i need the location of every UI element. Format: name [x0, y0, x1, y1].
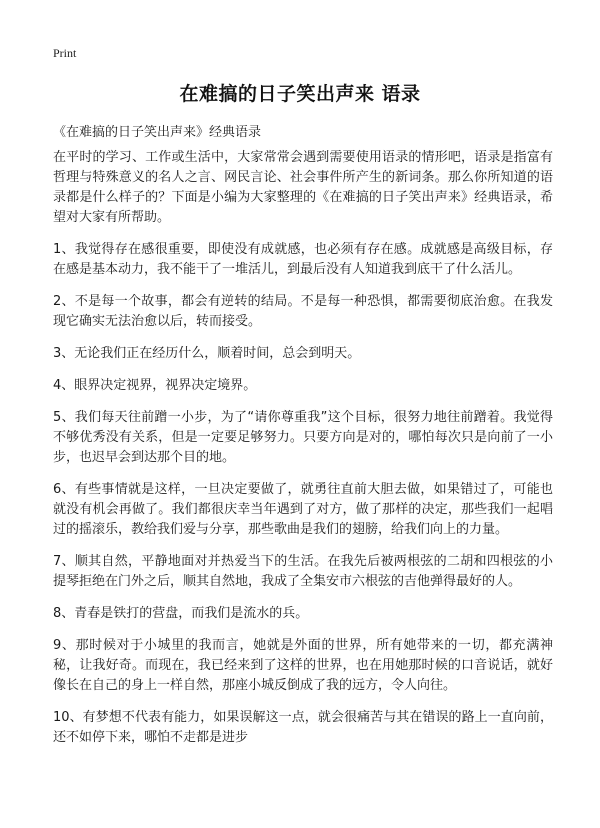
- print-link[interactable]: Print: [53, 46, 77, 60]
- page-subtitle: 《在难搞的日子笑出声来》经典语录: [53, 125, 262, 140]
- intro-paragraph: 在平时的学习、工作或生活中，大家常常会遇到需要使用语录的情形吧，语录是指富有哲理与特殊意义的名人之言、网民言论、社会事件所产生的新词条。那么你所知道的语录都是什么样子的？下面是小编为大家整理的《在难搞的日子笑出声来》经典语录，希望对大家有所帮助。: [53, 150, 553, 225]
- quote-paragraph: 5、我们每天往前蹭一小步，为了“请你尊重我”这个目标，很努力地往前蹭着。我觉得不够优秀没有关系，但是一定要足够努力。只要方向是对的，哪怕每次只是向前了一小步，也迟早会到达那个目的地。: [53, 410, 553, 465]
- quote-paragraph: 9、那时候对于小城里的我而言，她就是外面的世界，所有她带来的一切，都充满神秘，让我好奇。而现在，我已经来到了这样的世界，也在用她那时候的口音说话，就好像长在自己的身上一样自然，那座小城反倒成了我的远方，令人向往。: [53, 638, 553, 693]
- quote-paragraph: 4、眼界决定视界，视界决定境界。: [53, 378, 257, 393]
- quote-paragraph: 10、有梦想不代表有能力，如果误解这一点，就会很痛苦与其在错误的路上一直向前，还不如停下来，哪怕不走都是进步: [53, 710, 553, 745]
- quote-paragraph: 8、青春是铁打的营盘，而我们是流水的兵。: [53, 606, 309, 621]
- quote-paragraph: 1、我觉得存在感很重要，即使没有成就感，也必须有存在感。成就感是高级目标，存在感是基本动力，我不能干了一堆活儿，到最后没有人知道我到底干了什么活儿。: [53, 242, 553, 277]
- quote-paragraph: 3、无论我们正在经历什么，顺着时间，总会到明天。: [53, 346, 361, 361]
- quote-paragraph: 7、顺其自然，平静地面对并热爱当下的生活。在我先后被两根弦的二胡和四根弦的小提琴拒绝在门外之后，顺其自然地，我成了全集安市六根弦的吉他弹得最好的人。: [53, 554, 553, 589]
- quote-paragraph: 2、不是每一个故事，都会有逆转的结局。不是每一种恐惧，都需要彻底治愈。在我发现它确实无法治愈以后，转而接受。: [53, 294, 553, 329]
- page-title: 在难搞的日子笑出声来 语录: [179, 83, 421, 105]
- document-body: [53, 148, 553, 760]
- quote-paragraph: 6、有些事情就是这样，一旦决定要做了，就勇往直前大胆去做，如果错过了，可能也就没有机会再做了。我们都很庆幸当年遇到了对方，做了那样的决定，那些我们一起唱过的摇滚乐，教给我们爱与分享，那些歌曲是我们的翅膀，给我们向上的力量。: [53, 482, 553, 537]
